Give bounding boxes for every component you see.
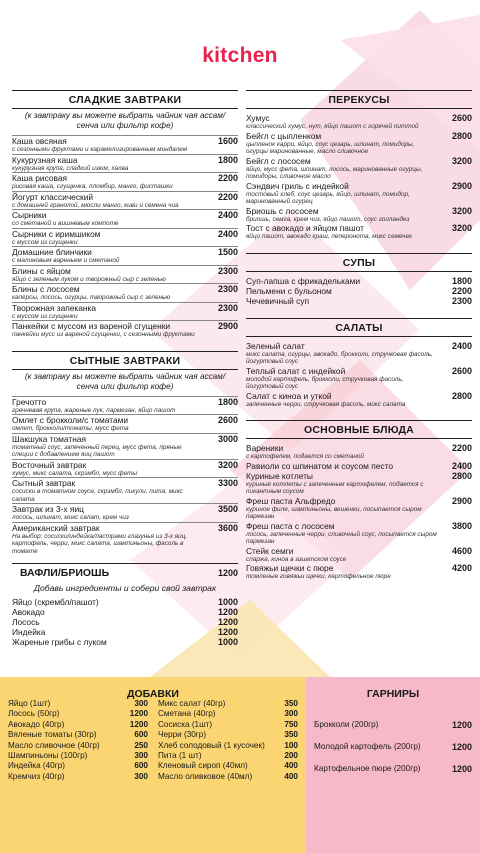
item-name: Сметана (40гр) bbox=[158, 709, 216, 719]
item-price: 2600 bbox=[451, 113, 472, 123]
item-name: Фреш паста Альфредо bbox=[246, 495, 336, 506]
item-price: 1200 bbox=[217, 617, 238, 627]
item-price: 3500 bbox=[217, 504, 238, 514]
menu-item bbox=[12, 459, 238, 478]
item-name: Шакшука томатная bbox=[12, 433, 87, 444]
item-price: 2200 bbox=[217, 173, 238, 183]
item-price: 1200 bbox=[451, 742, 472, 752]
item-price: 1800 bbox=[217, 154, 238, 165]
item-name: Сырники bbox=[12, 210, 47, 220]
menu-item bbox=[12, 209, 238, 228]
item-name: Гречотто bbox=[12, 396, 47, 407]
item-price: 300 bbox=[134, 751, 148, 761]
item-name: Тост с авокадо и яйцом пашот bbox=[246, 223, 364, 233]
item-name: Масло сливочное (40гр) bbox=[8, 740, 100, 750]
menu-item bbox=[246, 461, 472, 471]
item-price: 1000 bbox=[217, 637, 238, 647]
item-price: 2200 bbox=[451, 285, 472, 296]
item-price: 300 bbox=[134, 699, 148, 708]
item-description: с муссом из сгущенки bbox=[12, 238, 78, 246]
item-price: 3200 bbox=[451, 155, 472, 166]
item-name: Зеленый салат bbox=[246, 340, 305, 351]
item-name: Сэндвич гриль с индейкой bbox=[246, 180, 349, 191]
snacks-heading: ПЕРЕКУСЫ bbox=[246, 90, 472, 109]
item-name: Домашние блинчики bbox=[12, 247, 92, 257]
waffles-header bbox=[12, 563, 238, 581]
item-name: Индейка bbox=[12, 627, 46, 637]
menu-item bbox=[8, 720, 148, 730]
item-name: Фреш паста с лососем bbox=[246, 520, 335, 531]
left-column bbox=[12, 84, 238, 647]
menu-item bbox=[12, 154, 238, 173]
menu-item bbox=[8, 761, 148, 771]
sweet-breakfasts-list bbox=[12, 135, 238, 339]
item-description: со сметаной и вишневым компоте bbox=[12, 220, 119, 227]
item-description: запеченные черри, стручковая фасоль, микс салата bbox=[246, 400, 406, 408]
menu-item bbox=[314, 742, 472, 752]
menu-item bbox=[158, 699, 298, 709]
item-name: Жареные грибы с луком bbox=[12, 637, 107, 647]
menu-item bbox=[246, 206, 472, 224]
menu-item bbox=[246, 563, 472, 581]
menu-item bbox=[8, 709, 148, 719]
item-name: Сосиска (1шт) bbox=[158, 719, 213, 729]
menu-item bbox=[246, 276, 472, 286]
item-description: томатный соус, запеченный перец, мусс фета, пряные специи с добавлением яиц пашот bbox=[12, 443, 182, 458]
menu-item bbox=[8, 772, 148, 782]
menu-item bbox=[12, 637, 238, 647]
item-description: молодой картофель, брокколи, стручковая фасоль, йогуртовый соус bbox=[246, 375, 404, 390]
item-price: 2400 bbox=[217, 228, 238, 239]
waffles-note: Добавь ингредиенты и собери свой завтрак bbox=[33, 583, 217, 593]
menu-item bbox=[246, 131, 472, 156]
item-price: 2400 bbox=[217, 210, 238, 220]
item-description: с домашней гранолой, мюсли манго, киви и семена чиа bbox=[12, 201, 179, 209]
item-name: Творожная запеканка bbox=[12, 302, 97, 313]
menu-item bbox=[12, 396, 238, 415]
mains-heading: ОСНОВНЫЕ БЛЮДА bbox=[246, 420, 472, 439]
item-price: 2600 bbox=[217, 415, 238, 425]
item-description: гречневая крупа, жареные лук, пармезан, яйцо пашот bbox=[12, 406, 176, 414]
menu-item bbox=[12, 607, 238, 617]
menu-item bbox=[12, 433, 238, 459]
sides-panel bbox=[306, 677, 480, 853]
item-name: Микс салат (40гр) bbox=[158, 699, 226, 708]
item-price: 2400 bbox=[451, 460, 472, 471]
item-name: Вяленые томаты (30гр) bbox=[8, 730, 97, 740]
soups-list bbox=[246, 276, 472, 306]
item-name: Каша овсяная bbox=[12, 136, 67, 146]
item-name: Вареники bbox=[246, 443, 284, 453]
item-price: 350 bbox=[284, 730, 298, 740]
menu-item bbox=[246, 471, 472, 496]
item-price: 1500 bbox=[217, 247, 238, 257]
menu-item bbox=[8, 730, 148, 740]
item-description: цыпленок карри, яйцо, соус цезарь, шпинат, помидоры, огурцы маринованные, масло сливочное bbox=[246, 140, 415, 155]
menu-item bbox=[246, 341, 472, 366]
item-price: 2300 bbox=[451, 295, 472, 306]
waffles-price: 1200 bbox=[217, 568, 238, 578]
salads-list bbox=[246, 341, 472, 409]
menu-item bbox=[12, 191, 238, 210]
menu-item bbox=[246, 521, 472, 546]
item-name: Бейгл с лососем bbox=[246, 155, 311, 166]
sweet-breakfasts-heading: СЛАДКИЕ ЗАВТРАКИ bbox=[12, 90, 238, 109]
item-price: 2900 bbox=[451, 495, 472, 506]
item-price: 1600 bbox=[217, 136, 238, 146]
menu-item bbox=[12, 522, 238, 556]
item-name: Салат с киноа и уткой bbox=[246, 390, 332, 401]
item-price: 2300 bbox=[217, 265, 238, 276]
menu-item bbox=[246, 181, 472, 206]
menu-item bbox=[158, 751, 298, 761]
menu-item bbox=[314, 720, 472, 730]
menu-item bbox=[8, 751, 148, 761]
item-name: Картофельное пюре (200гр) bbox=[314, 764, 421, 773]
menu-item bbox=[12, 414, 238, 433]
item-name: Блины с яйцом bbox=[12, 265, 71, 276]
item-name: Молодой картофель (200гр) bbox=[314, 742, 421, 751]
menu-item bbox=[8, 741, 148, 751]
sides-list bbox=[306, 720, 480, 774]
item-name: Равиоли со шпинатом и соусом песто bbox=[246, 460, 393, 471]
menu-item bbox=[158, 761, 298, 771]
menu-item bbox=[12, 597, 238, 607]
item-description: омлет, брокколи/томаты, мусс фета bbox=[12, 425, 129, 432]
additions-col-2 bbox=[158, 699, 298, 782]
item-price: 300 bbox=[134, 771, 148, 781]
item-description: куриное филе, шампиньоны, вешенки, посыпается сыром пармезан bbox=[246, 505, 422, 520]
item-price: 1200 bbox=[129, 719, 148, 729]
menu-item bbox=[246, 113, 472, 131]
item-price: 3200 bbox=[451, 205, 472, 216]
item-description: кукурузная крупа, сладкий изюм, халва bbox=[12, 164, 129, 172]
item-name: Лосось bbox=[12, 617, 40, 627]
item-price: 1200 bbox=[451, 720, 472, 730]
item-description: с картофелем, подается со сметаной bbox=[246, 453, 364, 460]
menu-item bbox=[12, 302, 238, 321]
item-name: Бейгл с цыпленком bbox=[246, 130, 322, 141]
item-name: Восточный завтрак bbox=[12, 459, 87, 470]
menu-item bbox=[246, 286, 472, 296]
soups-heading: СУПЫ bbox=[246, 253, 472, 272]
salads-heading: САЛАТЫ bbox=[246, 318, 472, 337]
item-price: 2900 bbox=[451, 180, 472, 191]
menu-item bbox=[246, 443, 472, 461]
item-name: Бриошь с лососем bbox=[246, 205, 319, 216]
item-description: лосось, шпинат, микс салат, крем чиз bbox=[12, 514, 129, 521]
item-price: 750 bbox=[284, 719, 298, 729]
menu-item bbox=[158, 709, 298, 719]
waffles-heading: ВАФЛИ/БРИОШЬ bbox=[20, 567, 110, 579]
item-name: Теплый салат с индейкой bbox=[246, 365, 346, 376]
item-name: Черри (30гр) bbox=[158, 730, 207, 740]
mains-list bbox=[246, 443, 472, 581]
item-name: Брокколи (200гр) bbox=[314, 720, 379, 729]
menu-item bbox=[12, 477, 238, 503]
menu-item bbox=[246, 156, 472, 181]
item-description: микс салата, огурцы, авокадо, брокколи, стручковая фасоль, йогуртовый соус bbox=[246, 350, 433, 365]
item-description: панкейки мусс из вареной сгущенки, с сезонными фруктами bbox=[12, 331, 195, 338]
item-price: 2300 bbox=[217, 302, 238, 313]
item-price: 400 bbox=[284, 771, 298, 781]
menu-item bbox=[158, 720, 298, 730]
item-name: Хлеб солодовый (1 кусочек) bbox=[158, 740, 265, 750]
item-description: тостовый хлеб, соус цезарь, яйцо, шпинат, помидор, маринованный огурец bbox=[246, 190, 410, 205]
item-price: 4600 bbox=[451, 545, 472, 556]
item-description: с малиновым вареньем и сметаной bbox=[12, 257, 120, 264]
menu-item bbox=[12, 228, 238, 247]
item-description: сосиски в томатном соусе, скрэмбл, пикули, пита, микс салата bbox=[12, 488, 183, 503]
item-name: Яйцо (скрембл/пашот) bbox=[12, 597, 99, 607]
menu-item bbox=[246, 546, 472, 564]
item-name: Стейк семги bbox=[246, 545, 294, 556]
item-price: 3800 bbox=[451, 520, 472, 531]
item-name: Шампиньоны (100гр) bbox=[8, 751, 88, 761]
waffles-list bbox=[12, 597, 238, 647]
item-description: бриошь, семга, крем чиз, яйцо пашот, соус голландез bbox=[246, 215, 410, 223]
item-price: 2300 bbox=[217, 284, 238, 294]
item-name: Сытный завтрак bbox=[12, 478, 76, 488]
item-name: Авокадо (40гр) bbox=[8, 719, 65, 729]
item-name: Масло оливковое (40мл) bbox=[158, 771, 253, 781]
item-description: яйцо пашот, авокадо краш, пеперонота, микс семечек bbox=[246, 233, 413, 240]
menu-item bbox=[12, 320, 238, 339]
menu-item bbox=[12, 503, 238, 522]
item-description: На выбор: сосиски/индейка/пастрами глазунья из 3-х яиц, картофель, черри, микс салата, шампиньоны, фасоль в томате bbox=[12, 532, 188, 555]
menu-item bbox=[314, 764, 472, 774]
item-name: Панкейки с муссом из вареной сгущенки bbox=[12, 321, 171, 331]
item-name: Йогурт классический bbox=[12, 191, 94, 202]
item-name: Сырники с иримшиком bbox=[12, 228, 101, 239]
item-name: Американский завтрак bbox=[12, 522, 100, 533]
item-name: Пельмени с бульоном bbox=[246, 285, 332, 296]
item-description: яйцо, мусс фета, шпинат, лосось, маринованные огурцы, помидоры, сливочное масло bbox=[246, 165, 423, 180]
item-price: 300 bbox=[284, 709, 298, 719]
item-price: 2400 bbox=[451, 340, 472, 351]
snacks-list bbox=[246, 113, 472, 241]
hearty-breakfasts-heading: СЫТНЫЕ ЗАВТРАКИ bbox=[12, 351, 238, 370]
menu-item bbox=[12, 617, 238, 627]
item-name: Омлет с брокколи/с томатами bbox=[12, 415, 129, 425]
item-price: 3200 bbox=[451, 223, 472, 233]
item-price: 350 bbox=[284, 699, 298, 708]
item-name: Авокадо bbox=[12, 607, 45, 617]
menu-item bbox=[8, 699, 148, 709]
item-price: 2800 bbox=[451, 470, 472, 481]
menu-item bbox=[246, 496, 472, 521]
item-price: 3300 bbox=[217, 478, 238, 488]
item-description: яйцо с зеленым луком и творожный сыр с зеленью bbox=[12, 275, 166, 283]
right-column bbox=[246, 84, 472, 581]
item-price: 4200 bbox=[451, 563, 472, 573]
item-description: куриные котлеты с запеченным картофелем, подается с пикантным соусом bbox=[246, 480, 424, 495]
item-price: 2800 bbox=[451, 390, 472, 401]
item-name: Каша рисовая bbox=[12, 173, 68, 183]
hearty-breakfasts-list bbox=[12, 396, 238, 556]
item-price: 3000 bbox=[217, 433, 238, 444]
menu-item bbox=[158, 730, 298, 740]
additions-panel bbox=[0, 677, 306, 853]
sides-heading: ГАРНИРЫ bbox=[366, 688, 420, 700]
item-price: 600 bbox=[134, 730, 148, 740]
menu-item bbox=[12, 265, 238, 284]
item-name: Чечевичный суп bbox=[246, 295, 310, 306]
item-price: 2800 bbox=[451, 130, 472, 141]
menu-item bbox=[158, 741, 298, 751]
item-price: 1800 bbox=[217, 396, 238, 407]
menu-item bbox=[12, 246, 238, 265]
hearty-breakfasts-note: (к завтраку вы можете выбрать чайник чая ассам/сенча или фильтр кофе) bbox=[24, 371, 226, 391]
item-name: Индейка (40гр) bbox=[8, 761, 66, 771]
page-title: kitchen bbox=[202, 44, 278, 67]
item-name: Лосось (50гр) bbox=[8, 709, 60, 719]
item-description: томленые говяжьи щечки, картофельное пюре bbox=[246, 573, 391, 580]
menu-item bbox=[246, 366, 472, 391]
item-price: 2200 bbox=[217, 191, 238, 202]
menu-item bbox=[12, 135, 238, 154]
item-price: 3200 bbox=[217, 459, 238, 470]
menu-item bbox=[246, 296, 472, 306]
item-description: с муссом из сгущенки bbox=[12, 312, 78, 320]
item-price: 2200 bbox=[451, 443, 472, 453]
menu-item bbox=[12, 627, 238, 637]
item-name: Говяжьи щечки с пюре bbox=[246, 563, 334, 573]
item-price: 3600 bbox=[217, 522, 238, 533]
item-description: лосось, запеченные черри, сливочный соус, посыпается сыром пармезан bbox=[246, 530, 437, 545]
item-name: Кремчиз (40гр) bbox=[8, 771, 65, 781]
menu-item bbox=[158, 772, 298, 782]
additions-col-1 bbox=[8, 699, 148, 782]
item-description: с сезонными фруктами и карамелизированным миндалем bbox=[12, 146, 188, 153]
item-name: Куриные котлеты bbox=[246, 470, 313, 481]
item-name: Завтрак из 3-х яиц bbox=[12, 504, 84, 514]
item-price: 1200 bbox=[451, 764, 472, 774]
menu-item bbox=[12, 283, 238, 302]
item-price: 250 bbox=[134, 740, 148, 750]
sweet-breakfasts-note: (к завтраку вы можете выбрать чайник чая ассам/сенча или фильтр кофе) bbox=[24, 111, 226, 130]
item-description: спаржа, киноа в азиатском соусе bbox=[246, 555, 347, 563]
item-name: Кленовый сироп (40мл) bbox=[158, 761, 248, 771]
item-description: хумус, микс салата, скрэмбл, мусс феты bbox=[12, 469, 138, 477]
menu-item bbox=[246, 223, 472, 241]
item-description: каперсы, лосось, огурцы, творожный сыр с зеленью bbox=[12, 294, 171, 301]
item-price: 1200 bbox=[217, 627, 238, 637]
item-name: Яйцо (1шт) bbox=[8, 699, 51, 708]
item-price: 2900 bbox=[217, 321, 238, 331]
item-price: 2600 bbox=[451, 365, 472, 376]
item-price: 400 bbox=[284, 761, 298, 771]
item-name: Хумус bbox=[246, 113, 270, 123]
item-name: Блины с лососем bbox=[12, 284, 80, 294]
item-name: Суп-лапша с фрикадельками bbox=[246, 275, 361, 286]
item-description: классический хумус, нут, яйцо пашот с горячей питтой bbox=[246, 123, 419, 130]
item-price: 1800 bbox=[451, 275, 472, 286]
item-name: Кукурузная каша bbox=[12, 154, 78, 165]
item-name: Пита (1 шт) bbox=[158, 751, 202, 761]
item-price: 1000 bbox=[217, 597, 238, 607]
item-price: 1200 bbox=[217, 607, 238, 617]
item-description: рисовая каша, сгущенка, пломбир, манго, фисташки bbox=[12, 183, 173, 190]
menu-item bbox=[246, 391, 472, 409]
menu-item bbox=[12, 172, 238, 191]
additions-heading: ДОБАВКИ bbox=[127, 688, 179, 700]
item-price: 600 bbox=[134, 761, 148, 771]
item-price: 200 bbox=[284, 751, 298, 761]
item-price: 100 bbox=[284, 740, 298, 750]
item-price: 1200 bbox=[129, 709, 148, 719]
